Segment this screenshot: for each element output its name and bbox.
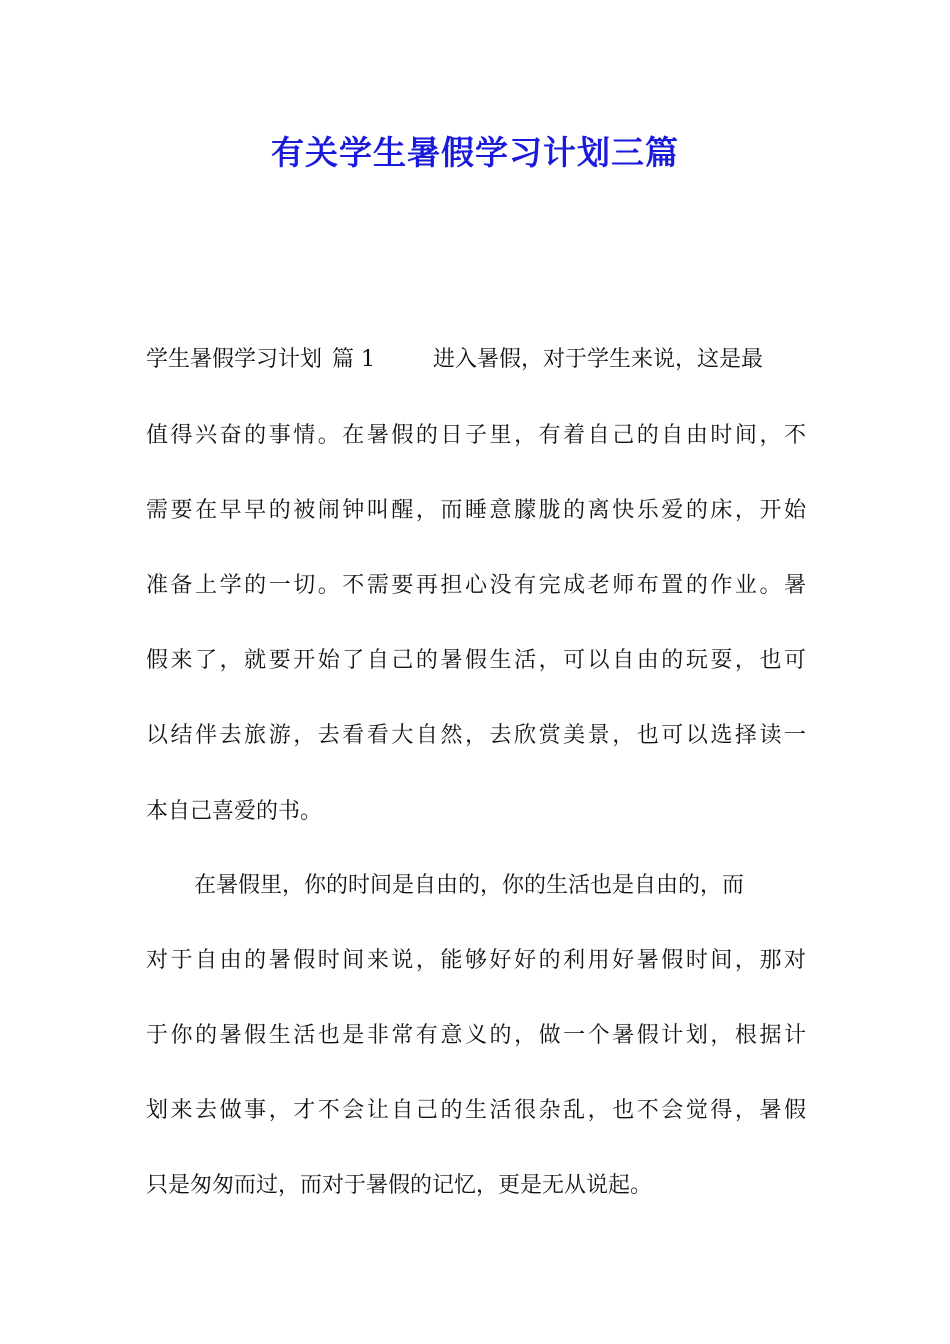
paragraph-1-line-1: 值得兴奋的事情。在暑假的日子里，有着自己的自由时间，不	[146, 423, 806, 448]
paragraph-1-line-0	[146, 340, 806, 380]
paragraph-1-line-5: 以结伴去旅游，去看看大自然，去欣赏美景，也可以选择读一	[146, 723, 806, 748]
paragraph-1-line-6: 本自己喜爱的书。	[146, 799, 323, 824]
paragraph-text: 进入暑假，对于学生来说，这是最	[433, 347, 764, 372]
paragraph-2-line-4: 只是匆匆而过，而对于暑假的记忆，更是无从说起。	[146, 1173, 653, 1198]
paragraph-2-line-0	[146, 866, 806, 906]
document-title: 有关学生暑假学习计划三篇	[271, 133, 679, 172]
paragraph-1-line-3: 准备上学的一切。不需要再担心没有完成老师布置的作业。暑	[146, 573, 806, 598]
section-heading: 学生暑假学习计划	[146, 347, 323, 372]
paragraph-2-line-2: 于你的暑假生活也是非常有意义的，做一个暑假计划，根据计	[146, 1023, 806, 1048]
section-number: 篇 1	[332, 347, 376, 372]
paragraph-2-line-1: 对于自由的暑假时间来说，能够好好的利用好暑假时间，那对	[146, 948, 806, 973]
paragraph-1-line-2: 需要在早早的被闹钟叫醒，而睡意朦胧的离快乐爱的床，开始	[146, 498, 806, 523]
paragraph-1-line-4: 假来了，就要开始了自己的暑假生活，可以自由的玩耍，也可	[146, 648, 806, 673]
paragraph-text: 在暑假里，你的时间是自由的，你的生活也是自由的，而	[194, 873, 745, 898]
paragraph-2-line-3: 划来去做事，才不会让自己的生活很杂乱，也不会觉得，暑假	[146, 1098, 806, 1123]
